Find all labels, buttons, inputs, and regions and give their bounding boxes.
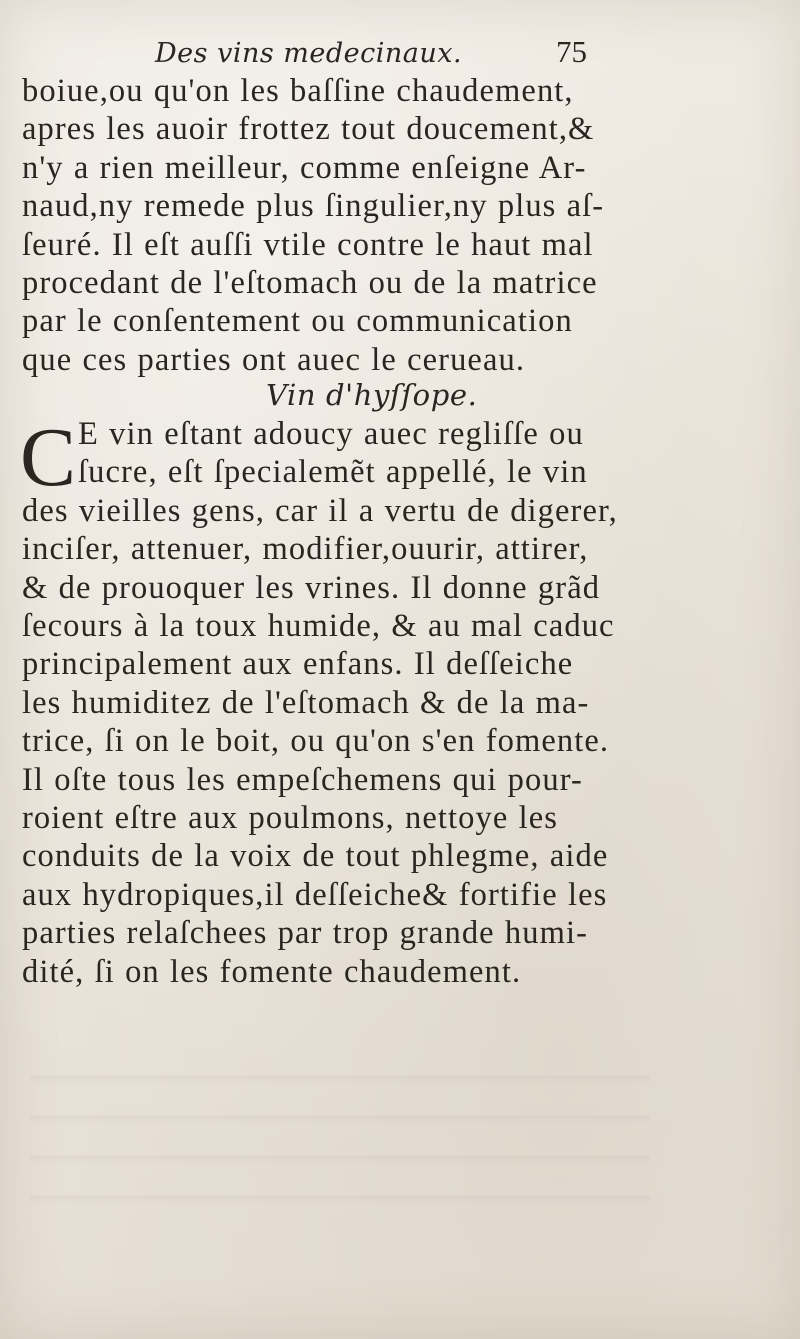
page-number: 75 [556, 34, 587, 69]
text-line: principalement aux enfans. Il deſſeiche [22, 646, 574, 683]
text-line: les humiditez de l'eſtomach & de la ma- [22, 684, 590, 721]
text-line: & de prouoquer les vrines. Il donne grãd [22, 569, 601, 606]
text-line: ſeuré. Il eſt auſſi vtile contre le haut mal [22, 226, 594, 263]
text-line: ſucre, eſt ſpecialemẽt appellé, le vin [78, 454, 588, 491]
text-line: roient eſtre aux poulmons, nettoye les [22, 800, 558, 837]
text-line: que ces parties ont auec le cerueau. [22, 341, 526, 378]
text-line: des vieilles gens, car il a vertu de digerer, [22, 492, 618, 529]
text-line: n'y a rien meilleur, comme enſeigne Ar- [22, 149, 587, 186]
text-line: trice, ſi on le boit, ou qu'on s'en fomente. [22, 723, 610, 760]
running-head: Des vins medecinaux. [155, 38, 463, 69]
text-line: conduits de la voix de tout phlegme, aide [22, 838, 609, 875]
text-line: apres les auoir frottez tout doucement,& [22, 111, 595, 148]
text-line: inciſer, attenuer, modifier,ouurir, attirer, [22, 531, 589, 568]
text-line: boiue,ou qu'on les baſſine chaudement, [22, 73, 574, 109]
text-line: dité, ſi on les fomente chaudement. [22, 953, 522, 990]
text-line: par le conſentement ou communication [22, 303, 573, 340]
text-line: ſecours à la toux humide, & au mal caduc [22, 608, 615, 645]
text-block-section [20, 411, 662, 991]
text-line: Il oſte tous les empeſchemens qui pour- [22, 761, 583, 798]
text-line: parties relaſchees par trop grande humi- [22, 915, 589, 952]
bleed-through-texture [30, 1045, 650, 1225]
text-line: naud,ny remede plus ſingulier,ny plus aſ- [22, 188, 605, 225]
text-block-continued [22, 72, 662, 379]
text-line: E vin eſtant adoucy auec regliſſe ou [78, 416, 584, 452]
text-line: procedant de l'eſtomach ou de la matrice [22, 265, 598, 302]
drop-cap: C [20, 411, 77, 504]
text-line: aux hydropiques,il deſſeiche& fortifie les [22, 876, 608, 913]
section-heading: Vin d'hyſſope. [266, 378, 478, 412]
